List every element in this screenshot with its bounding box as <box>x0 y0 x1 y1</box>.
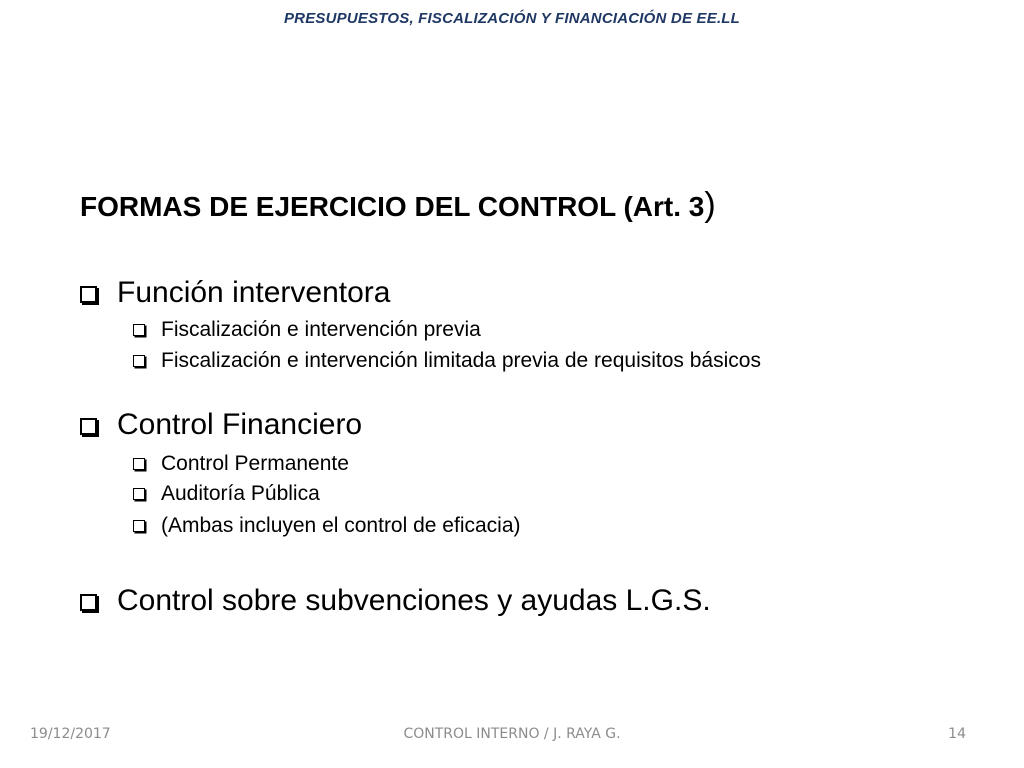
bullet-section-3 <box>80 584 711 618</box>
section-label: Control sobre subvenciones y ayudas L.G.S. <box>117 584 711 617</box>
item-label: (Ambas incluyen el control de eficacia) <box>161 514 521 537</box>
checkbox-bullet-icon <box>133 324 145 336</box>
slide-title <box>80 186 716 225</box>
checkbox-bullet-icon <box>133 458 145 470</box>
bullet-item <box>133 482 320 506</box>
checkbox-bullet-icon <box>133 355 145 367</box>
bullet-item <box>133 318 481 342</box>
slide-title-text: FORMAS DE EJERCICIO DEL CONTROL (Art. 3 <box>80 191 705 222</box>
bullet-item <box>133 452 349 476</box>
item-label: Auditoría Pública <box>161 482 320 505</box>
footer-date: 19/12/2017 <box>30 726 111 742</box>
section-label: Control Financiero <box>117 408 363 441</box>
checkbox-bullet-icon <box>133 520 145 532</box>
footer-author: CONTROL INTERNO / J. RAYA G. <box>403 726 621 742</box>
bullet-item <box>133 514 521 538</box>
checkbox-bullet-icon <box>80 418 97 435</box>
item-label: Control Permanente <box>161 452 349 475</box>
checkbox-bullet-icon <box>133 488 145 500</box>
slide-number: 14 <box>948 726 966 742</box>
slide-header: PRESUPUESTOS, FISCALIZACIÓN Y FINANCIACIÓN DE EE.LL <box>283 10 741 27</box>
bullet-section-2 <box>80 408 362 442</box>
item-label: Fiscalización e intervención limitada previa de requisitos básicos <box>161 349 761 372</box>
bullet-item <box>133 349 761 373</box>
bullet-section-1 <box>80 276 391 310</box>
slide-title-paren: ) <box>704 186 716 224</box>
item-label: Fiscalización e intervención previa <box>161 318 481 341</box>
checkbox-bullet-icon <box>80 286 97 303</box>
section-label: Función interventora <box>117 276 391 309</box>
checkbox-bullet-icon <box>80 594 97 611</box>
